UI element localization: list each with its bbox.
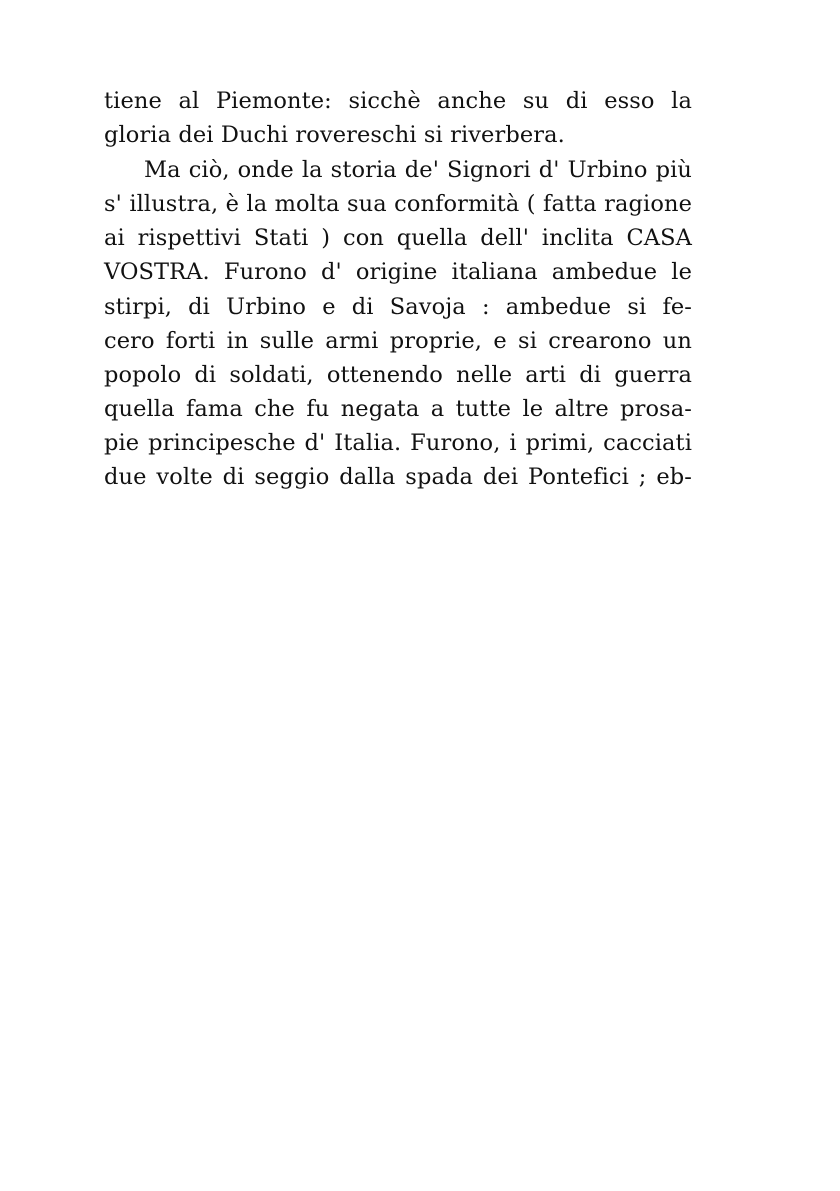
text-line: cero forti in sulle armi proprie, e si crearono un	[104, 327, 692, 354]
text-line: popolo di soldati, ottenendo nelle arti di guerra	[104, 361, 692, 388]
paragraph-1	[104, 84, 692, 152]
text-line: Ma ciò, onde la storia de' Signori d' Urbino più	[144, 157, 692, 184]
text-line: stirpi, di Urbino e di Savoja : ambedue si fe-	[104, 293, 692, 320]
text-line: gloria dei Duchi rovereschi si riverbera.	[104, 122, 565, 149]
text-line: pie principesche d' Italia. Furono, i primi, cacciati	[104, 429, 692, 456]
text-line: quella fama che fu negata a tutte le altre prosa-	[104, 395, 692, 422]
body-text	[104, 84, 692, 494]
text-line: VOSTRA. Furono d' origine italiana ambedue le	[104, 259, 692, 286]
text-line: ai rispettivi Stati ) con quella dell' inclita CASA	[104, 225, 692, 252]
text-line: tiene al Piemonte: sicchè anche su di esso la	[104, 88, 692, 114]
paragraph-2	[104, 153, 692, 494]
text-line: s' illustra, è la molta sua conformità ( fatta ragione	[104, 191, 692, 218]
text-line: due volte di seggio dalla spada dei Pontefici ; eb-	[104, 464, 692, 491]
